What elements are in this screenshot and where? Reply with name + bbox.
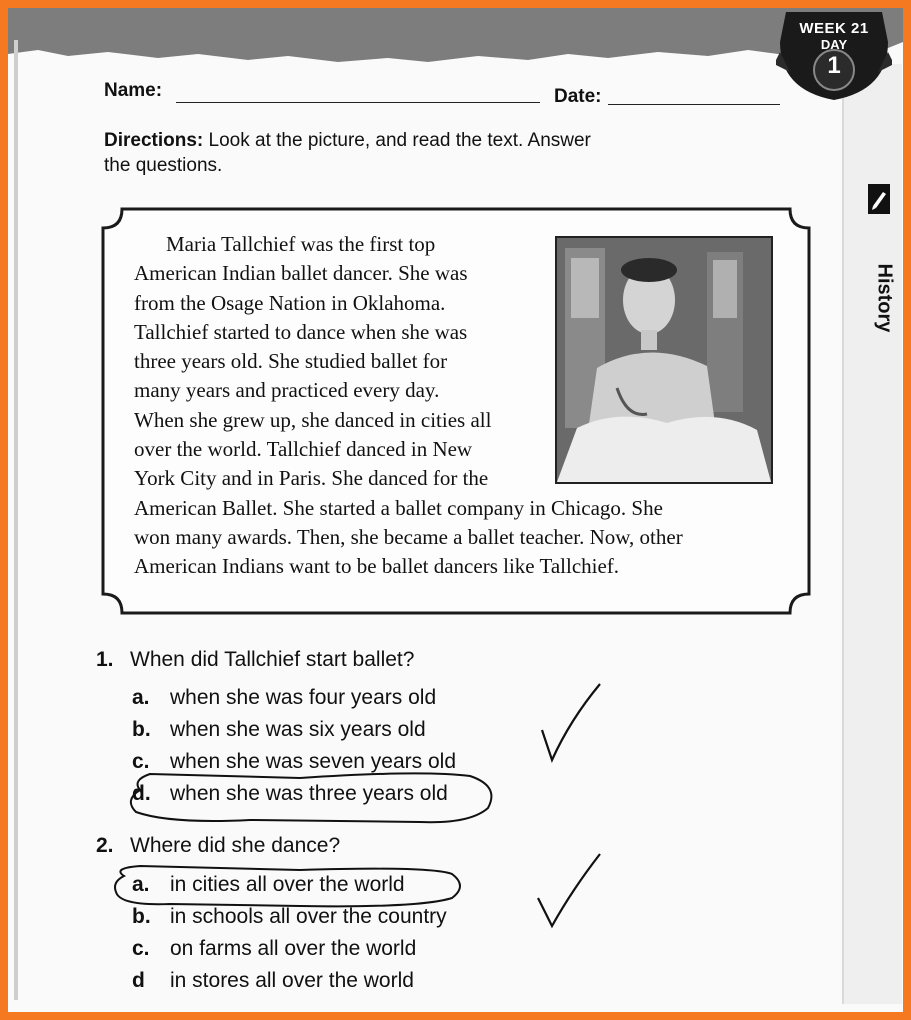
question-2-option-b[interactable]: [132, 905, 447, 929]
option-text: when she was four years old: [170, 686, 437, 709]
passage-line: When she grew up, she danced in cities all: [134, 407, 492, 432]
question-1-option-b[interactable]: [132, 718, 426, 742]
question-2: [96, 834, 340, 858]
option-letter: a.: [132, 873, 150, 896]
question-1-option-d[interactable]: [132, 782, 448, 806]
passage-line: York City and in Paris. She danced for the: [134, 466, 489, 491]
day-label: DAY: [820, 37, 848, 52]
directions-text-2: the questions.: [104, 155, 223, 176]
passage-line: over the world. Tallchief danced in New: [134, 437, 473, 462]
torn-page-edge: [8, 8, 903, 64]
option-letter: d.: [132, 782, 151, 805]
directions-text: Look at the picture, and read the text. Answer: [208, 130, 591, 151]
question-1-option-a[interactable]: [132, 686, 436, 710]
passage-line: American Ballet. She started a ballet company in Chicago. She: [134, 495, 663, 520]
question-2-option-a[interactable]: [132, 873, 405, 897]
option-letter: d: [132, 969, 145, 992]
passage-line: American Indians want to be ballet dancers like Tallchief.: [134, 554, 620, 579]
name-label: Name:: [104, 80, 163, 101]
question-text: When did Tallchief start ballet?: [130, 648, 415, 671]
directions-label: Directions:: [104, 130, 204, 151]
question-2-option-c[interactable]: [132, 937, 416, 961]
week-day-badge: [776, 12, 892, 104]
option-text: on farms all over the world: [170, 937, 417, 960]
passage-line: Maria Tallchief was the first top: [166, 232, 436, 256]
date-blank-line[interactable]: [608, 104, 780, 105]
directions: [104, 128, 704, 178]
option-letter: b.: [132, 905, 151, 928]
day-number: 1: [827, 52, 841, 79]
option-letter: c.: [132, 937, 150, 960]
week-label: WEEK 21: [799, 20, 869, 37]
question-text: Where did she dance?: [130, 834, 341, 857]
passage-line: from the Osage Nation in Oklahoma.: [134, 290, 446, 315]
option-text: when she was six years old: [170, 718, 426, 741]
subject-label: History: [873, 263, 896, 333]
option-text: when she was three years old: [170, 782, 448, 805]
option-text: in cities all over the world: [170, 873, 405, 896]
passage-line: three years old. She studied ballet for: [134, 349, 448, 374]
passage-text: [134, 230, 814, 582]
question-number: 2.: [96, 834, 114, 857]
pencil-icon: [868, 184, 890, 214]
passage-line: many years and practiced every day.: [134, 378, 440, 403]
paper-left-edge: [14, 40, 18, 1000]
option-letter: a.: [132, 686, 150, 709]
date-label: Date:: [554, 86, 602, 107]
passage-line: won many awards. Then, she became a ballet teacher. Now, other: [134, 524, 683, 549]
option-text: when she was seven years old: [170, 750, 456, 773]
question-1: [96, 648, 414, 672]
option-text: in stores all over the world: [170, 969, 414, 992]
name-blank-line[interactable]: [176, 102, 540, 103]
passage-line: Tallchief started to dance when she was: [134, 319, 468, 344]
question-2-option-d[interactable]: [132, 969, 414, 993]
option-letter: c.: [132, 750, 150, 773]
passage-line: American Indian ballet dancer. She was: [134, 261, 468, 286]
option-text: in schools all over the country: [170, 905, 447, 928]
option-letter: b.: [132, 718, 151, 741]
question-1-option-c[interactable]: [132, 750, 456, 774]
question-number: 1.: [96, 648, 114, 671]
